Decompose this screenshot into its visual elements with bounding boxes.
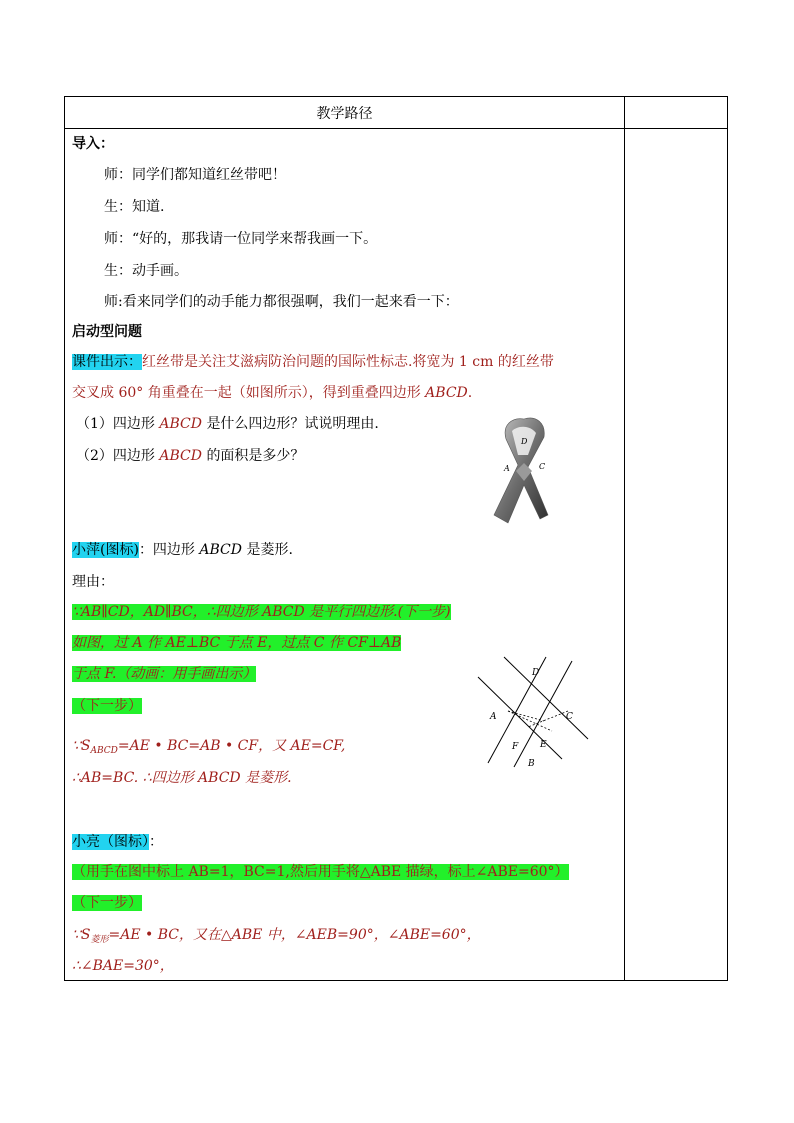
highlighted-step: 于点 F.（动画：用手画出示）: [72, 666, 257, 682]
geo-label-f: F: [512, 742, 519, 752]
answer-variable: ABCD: [199, 542, 242, 558]
problem-text: 红丝带是关注艾滋病防治问题的国际性标志.将宽为 1 cm 的红丝带: [142, 354, 554, 370]
highlighted-step: 如图，过 A 作 AE⊥BC 于点 E，过点 C 作 CF⊥AB: [72, 635, 402, 651]
table-header-divider: [64, 128, 728, 129]
proof-step: [72, 893, 142, 913]
problem-variable: ABCD: [425, 385, 468, 401]
reason-label: 理由：: [72, 574, 114, 590]
next-step-tag: （下一步）: [72, 698, 142, 714]
proof-step: [72, 633, 401, 653]
geo-label-e: E: [540, 740, 547, 750]
math-subscript: ABCD: [90, 746, 118, 756]
question-text: 的面积是多少？: [206, 448, 305, 464]
proof-step: ∴∠BAE=30°，: [72, 958, 174, 974]
answer-text: ：四边形: [138, 542, 195, 558]
question-1: [76, 414, 379, 434]
next-step-tag: （下一步）: [72, 895, 142, 911]
question-text: （2）四边形: [76, 448, 155, 464]
proof-step: ∴AB=BC. ∴四边形 ABCD 是菱形.: [72, 770, 292, 786]
ribbon-label-b: B: [520, 492, 526, 501]
xiaoping-tag: 小萍(图标): [72, 542, 139, 558]
question-2: [76, 446, 304, 466]
proof-step: [72, 862, 569, 882]
intro-heading: 导入：: [72, 136, 114, 152]
intro-line: 生：动手画。: [104, 263, 188, 279]
math-text: ∵S: [72, 927, 91, 943]
answer-text: 是菱形.: [246, 542, 293, 558]
geo-label-d: D: [532, 668, 540, 678]
geo-label-b: B: [528, 759, 535, 769]
question-variable: ABCD: [159, 416, 202, 432]
courseware-tag: 课件出示：: [72, 354, 142, 370]
ribbon-label-d: D: [521, 437, 528, 446]
xiaoping-answer: [72, 540, 293, 560]
problem-text-line: [72, 383, 472, 403]
proof-step: [72, 696, 142, 716]
xiaoliang-tag: 小亮（图标）: [72, 834, 149, 850]
highlighted-step: （用手在图中标上 AB=1，BC=1,然后用手将△ABE 描绿，标上∠ABE=60°）: [72, 864, 569, 880]
proof-step: [72, 736, 345, 761]
question-text: 是什么四边形？试说明理由.: [206, 416, 379, 432]
math-text: ∵S: [72, 738, 91, 754]
proof-step: [72, 602, 451, 622]
colon: ：: [149, 834, 163, 850]
rhombus-construction-figure: [470, 655, 592, 773]
intro-line: 师:看来同学们的动手能力都很强啊，我们一起来看一下：: [104, 294, 459, 310]
table-column-divider: [624, 96, 625, 981]
highlighted-step: ∵AB∥CD，AD∥BC，∴四边形 ABCD 是平行四边形.(下一步): [72, 604, 451, 620]
math-text: =AE • BC=AB • CF，又 AE=CF,: [117, 738, 346, 754]
problem-heading: 启动型问题: [72, 324, 142, 340]
problem-text: .: [467, 385, 473, 401]
question-text: （1）四边形: [76, 416, 155, 432]
intro-line: 生：知道.: [104, 199, 165, 215]
math-subscript: 菱形: [90, 935, 109, 945]
proof-step: [72, 925, 481, 950]
math-text: =AE • BC，又在△ABE 中，∠AEB=90°，∠ABE=60°，: [108, 927, 481, 943]
intro-line: 师：“好的，那我请一位同学来帮我画一下。: [104, 231, 378, 247]
geo-label-a: A: [490, 712, 497, 722]
table-header-title: 教学路径: [316, 105, 373, 122]
problem-text-line: [72, 352, 554, 372]
ribbon-figure: [488, 411, 560, 531]
geo-label-c: C: [566, 712, 573, 722]
intro-line: 师：同学们都知道红丝带吧！: [104, 167, 286, 183]
problem-text: 交叉成 60° 角重叠在一起（如图所示），得到重叠四边形: [72, 385, 421, 401]
xiaoliang-heading: [72, 832, 163, 852]
ribbon-label-a: A: [504, 464, 510, 473]
ribbon-label-c: C: [539, 462, 546, 471]
question-variable: ABCD: [159, 448, 202, 464]
proof-step: [72, 664, 256, 684]
